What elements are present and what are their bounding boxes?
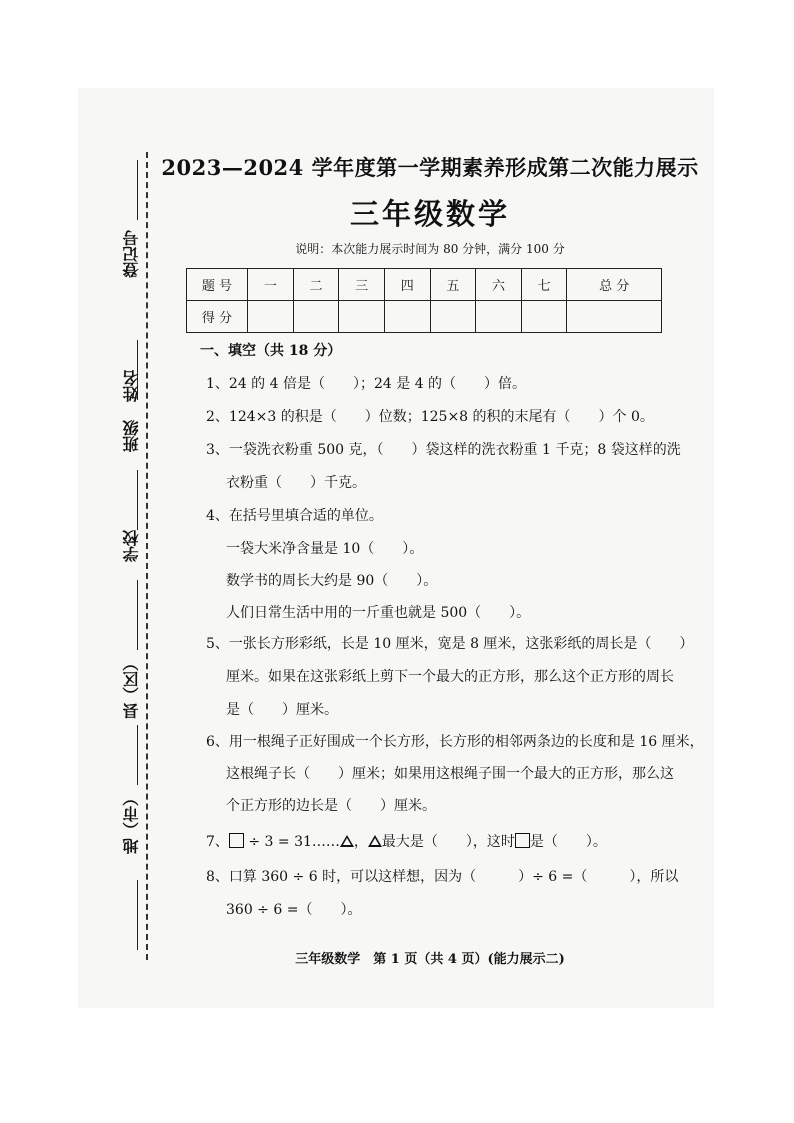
question-3-line-2: 衣粉重（ ）千克。: [226, 475, 366, 491]
question-5-line-3: 是（ ）厘米。: [226, 702, 338, 718]
question-3-line-1: 3、一袋洗衣粉重 500 克，（ ）袋这样的洗衣粉重 1 千克；8 袋这样的洗: [206, 442, 681, 458]
score-cell-5: [430, 301, 476, 333]
city-blank: [137, 880, 138, 950]
col-5: 五: [430, 269, 476, 301]
name-label: 姓名: [122, 370, 141, 402]
question-4: 4、在括号里填合适的单位。: [206, 508, 383, 524]
question-4-item-a: 一袋大米净含量是 10（ ）。: [226, 541, 424, 557]
page-footer: 三年级数学 第 1 页（共 4 页）(能力展示二): [295, 952, 565, 967]
col-4: 四: [384, 269, 430, 301]
col-1: 一: [248, 269, 294, 301]
question-5-line-1: 5、一张长方形彩纸，长是 10 厘米，宽是 8 厘米，这张彩纸的周长是（ ）: [206, 636, 694, 652]
score-table: [186, 268, 662, 333]
exam-title: 2023—2024 学年度第一学期素养形成第二次能力展示: [161, 155, 699, 180]
col-6: 六: [476, 269, 522, 301]
question-6-line-2: 这根绳子长（ ）厘米；如果用这根绳子围一个最大的正方形，那么这: [226, 766, 674, 782]
register-blank: [137, 160, 138, 220]
question-7-end-text: 是（ ）。: [529, 834, 607, 850]
question-5-line-2: 厘米。如果在这张彩纸上剪下一个最大的正方形，那么这个正方形的周长: [226, 669, 674, 685]
question-4-item-c: 人们日常生活中用的一斤重也就是 500（ ）。: [226, 605, 531, 621]
row-label-score: 得 分: [187, 301, 248, 333]
question-6-line-1: 6、用一根绳子正好围成一个长方形，长方形的相邻两条边的长度和是 16 厘米，: [206, 734, 704, 750]
binding-dashed-line: [146, 152, 148, 960]
score-cell-1: [248, 301, 294, 333]
school-label: 学校: [122, 530, 141, 562]
question-7: [206, 831, 607, 851]
question-7-max-text: 最大是（ ），这时: [381, 834, 515, 850]
square-symbol-icon: [229, 833, 244, 848]
question-7-number: 7、: [206, 834, 229, 850]
score-cell-total: [567, 301, 662, 333]
school-blank: [137, 580, 138, 650]
score-cell-7: [521, 301, 567, 333]
register-label: 登记号: [122, 230, 141, 278]
exam-note: 说明：本次能力展示时间为 80 分钟，满分 100 分: [295, 242, 565, 256]
score-table-score-row: [187, 301, 662, 333]
square-symbol-icon: [515, 833, 530, 848]
score-cell-2: [293, 301, 339, 333]
section-1-heading: 一、填空（共 18 分）: [200, 343, 342, 359]
county-blank: [137, 725, 138, 785]
exam-subtitle: 三年级数学: [349, 197, 510, 231]
col-2: 二: [293, 269, 339, 301]
score-cell-3: [339, 301, 385, 333]
question-2: 2、124×3 的积是（ ）位数；125×8 的积的末尾有（ ）个 0。: [206, 409, 654, 425]
row-label-question-no: 题 号: [187, 269, 248, 301]
student-info-sidebar: [120, 180, 144, 880]
county-label: 县（区）: [122, 655, 141, 719]
score-table-header-row: [187, 269, 662, 301]
question-7-comma: ，: [353, 834, 368, 850]
score-cell-4: [384, 301, 430, 333]
question-4-item-b: 数学书的周长大约是 90（ ）。: [226, 573, 438, 589]
question-6-line-3: 个正方形的边长是（ ）厘米。: [226, 798, 436, 814]
question-7-equation: ÷ 3 = 31……: [248, 834, 340, 850]
score-cell-6: [476, 301, 522, 333]
class-blank: [137, 470, 138, 530]
triangle-symbol-icon: [368, 835, 382, 847]
city-label: 地（市）: [122, 790, 141, 854]
question-8-line-2: 360 ÷ 6 =（ ）。: [226, 902, 362, 918]
question-1: 1、24 的 4 倍是（ ）；24 是 4 的（ ）倍。: [206, 376, 527, 392]
col-total: 总 分: [567, 269, 662, 301]
class-label: 班级: [122, 420, 141, 452]
col-7: 七: [521, 269, 567, 301]
question-8-line-1: 8、口算 360 ÷ 6 时，可以这样想，因为（ ）÷ 6 =（ ），所以: [206, 869, 679, 885]
col-3: 三: [339, 269, 385, 301]
triangle-symbol-icon: [340, 835, 354, 847]
